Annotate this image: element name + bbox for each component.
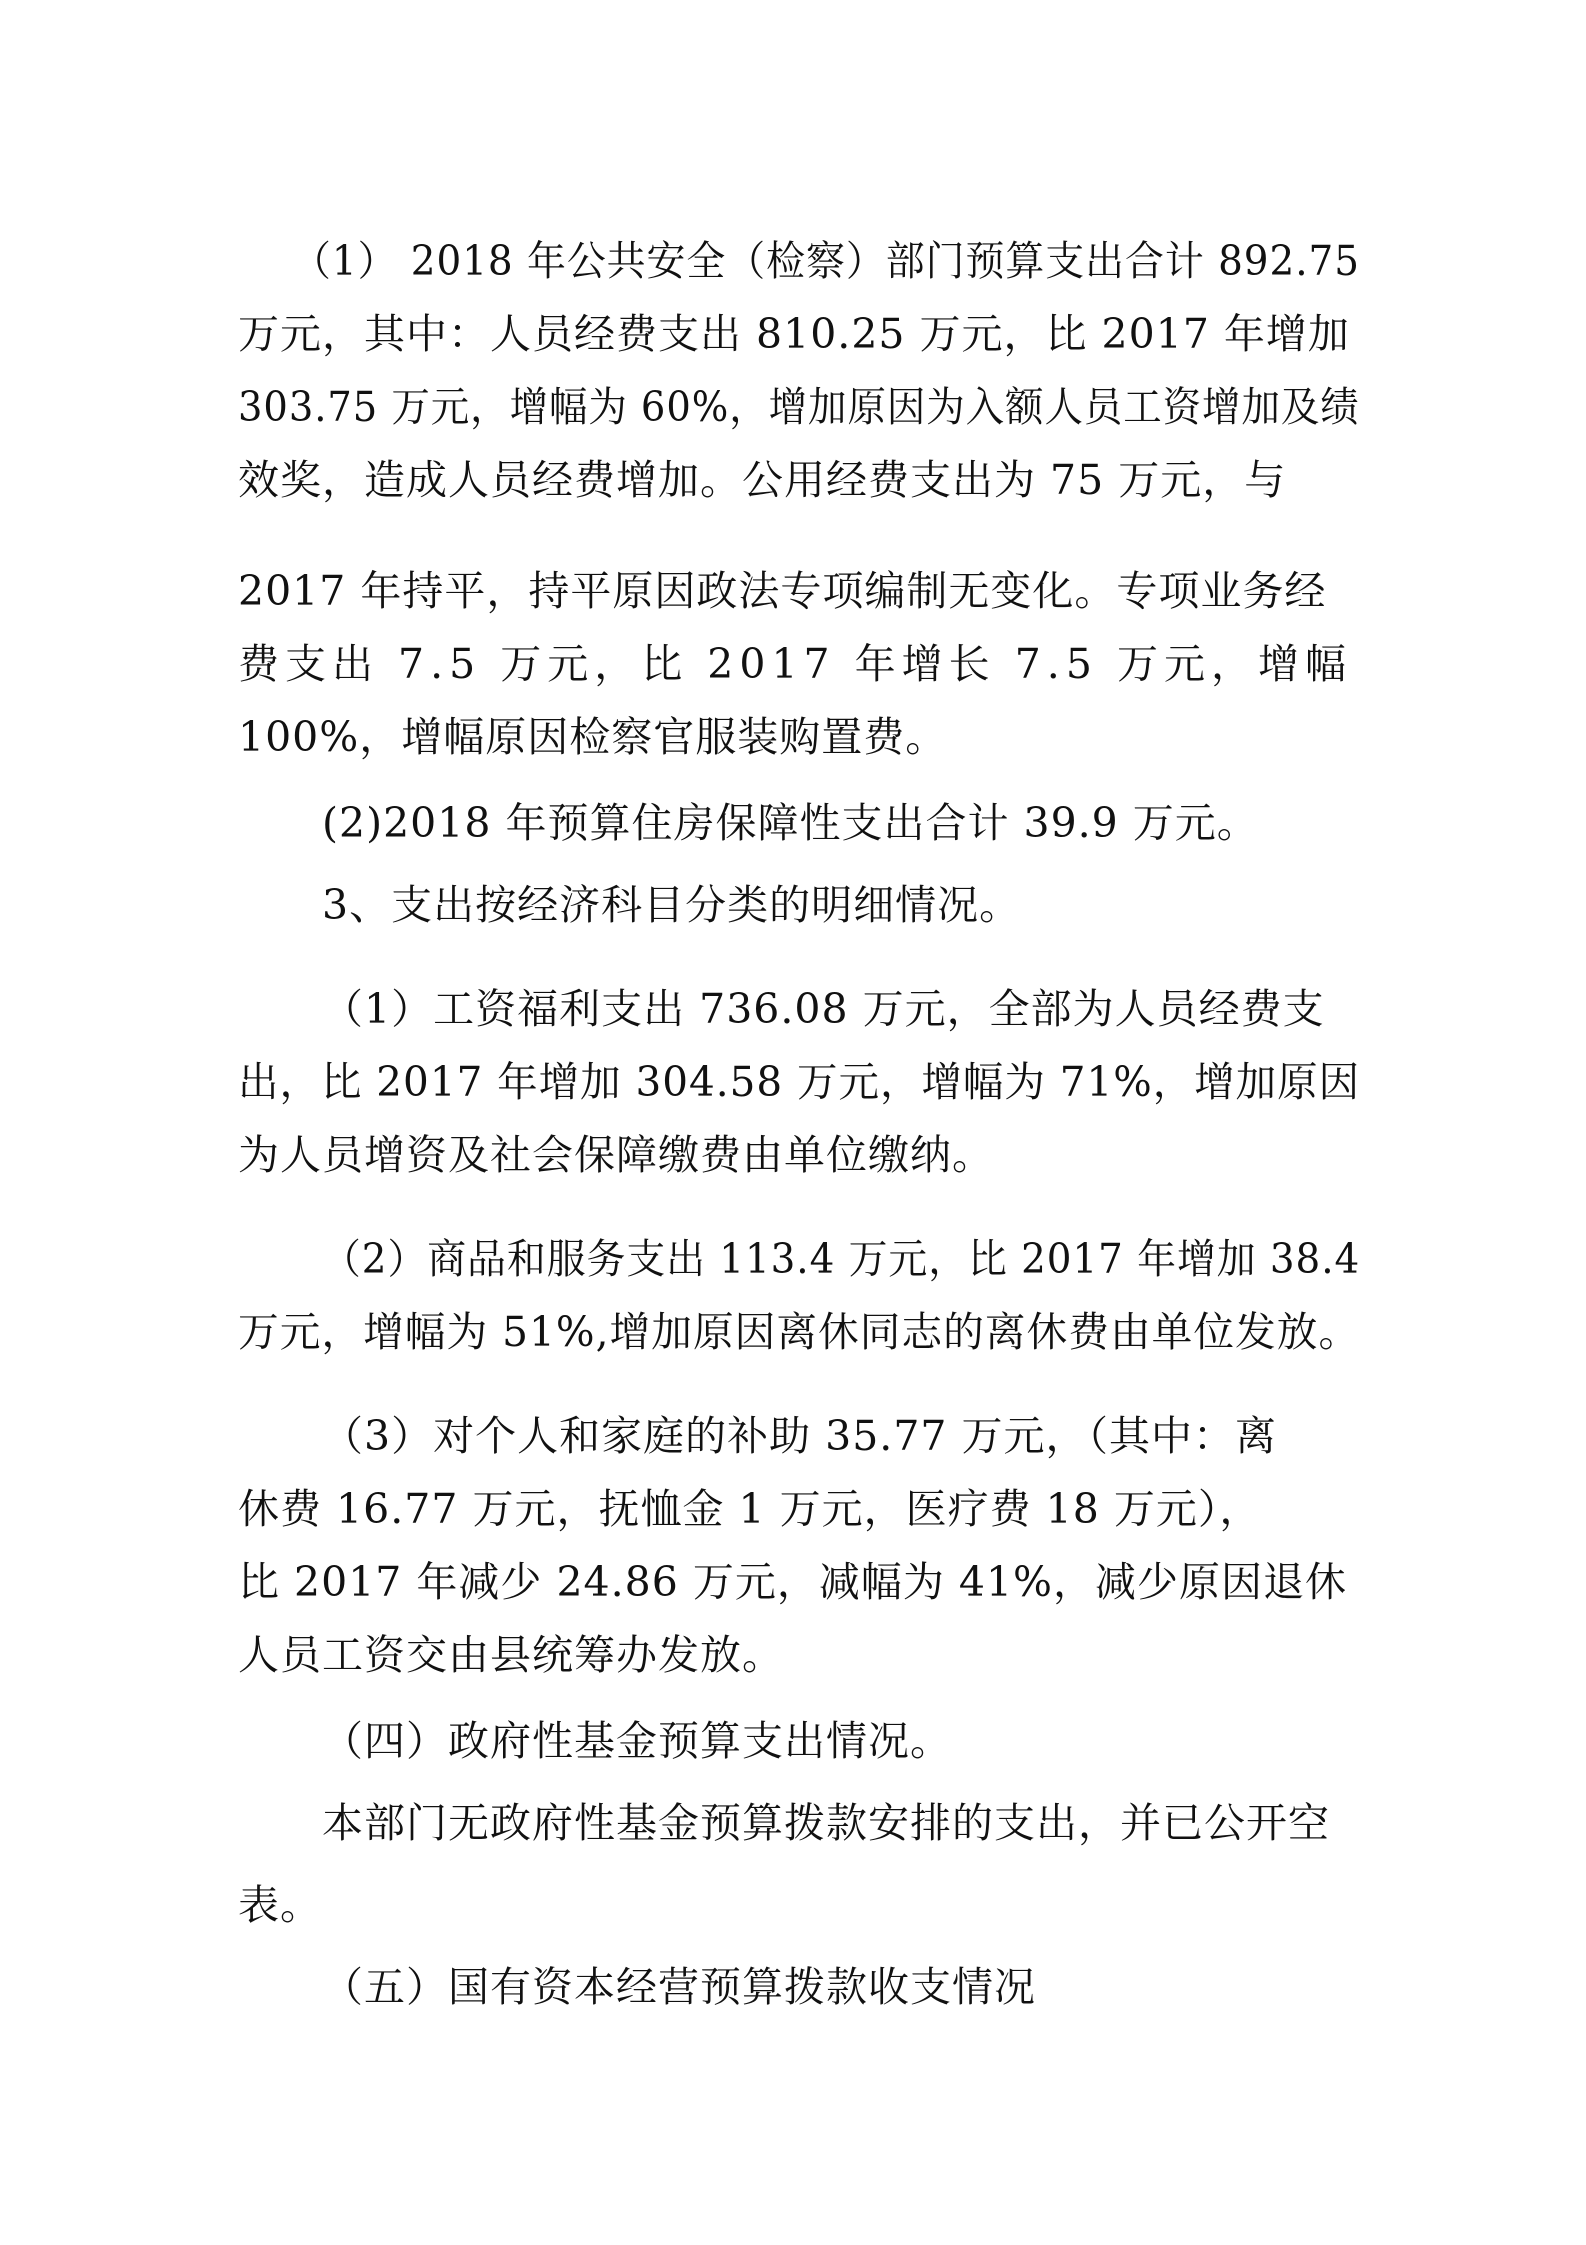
section-heading: 3、支出按经济科目分类的明细情况。 — [322, 881, 1022, 929]
paragraph-line: 出，比 2017 年增加 304.58 万元，增幅为 71%，增加原因 — [238, 1058, 1361, 1106]
paragraph-line: (2)2018 年预算住房保障性支出合计 39.9 万元。 — [322, 799, 1259, 847]
section-heading: （四）政府性基金预算支出情况。 — [322, 1717, 952, 1765]
paragraph-line: 万元，其中：人员经费支出 810.25 万元，比 2017 年增加 — [238, 310, 1350, 358]
paragraph-line: 303.75 万元，增幅为 60%，增加原因为入额人员工资增加及绩 — [238, 383, 1360, 431]
paragraph-line: 为人员增资及社会保障缴费由单位缴纳。 — [238, 1131, 994, 1179]
paragraph-line: 比 2017 年减少 24.86 万元，减幅为 41%，减少原因退休 — [238, 1558, 1348, 1606]
paragraph-line: （1） 2018 年公共安全（检察）部门预算支出合计 892.75 — [292, 237, 1360, 285]
paragraph-line: 休费 16.77 万元，抚恤金 1 万元，医疗费 18 万元）， — [238, 1485, 1262, 1533]
paragraph-line: 人员工资交由县统筹办发放。 — [238, 1631, 784, 1679]
section-heading: （五）国有资本经营预算拨款收支情况 — [322, 1963, 1036, 2011]
paragraph-line: 效奖，造成人员经费增加。公用经费支出为 75 万元，与 — [238, 456, 1287, 504]
paragraph-line: （3）对个人和家庭的补助 35.77 万元，（其中：离 — [322, 1412, 1278, 1460]
paragraph-line: （2）商品和服务支出 113.4 万元，比 2017 年增加 38.4 — [322, 1235, 1361, 1283]
paragraph-line: 本部门无政府性基金预算拨款安排的支出，并已公开空 — [322, 1799, 1330, 1847]
paragraph-line: 表。 — [238, 1881, 322, 1929]
paragraph-line: 2017 年持平，持平原因政法专项编制无变化。专项业务经 — [238, 567, 1327, 615]
paragraph-line: 费支出 7.5 万元，比 2017 年增长 7.5 万元，增幅 — [238, 640, 1352, 688]
paragraph-line: 100%，增幅原因检察官服装购置费。 — [238, 713, 948, 761]
paragraph-line: （1）工资福利支出 736.08 万元，全部为人员经费支 — [322, 985, 1325, 1033]
paragraph-line: 万元，增幅为 51%,增加原因离休同志的离休费由单位发放。 — [238, 1308, 1361, 1356]
